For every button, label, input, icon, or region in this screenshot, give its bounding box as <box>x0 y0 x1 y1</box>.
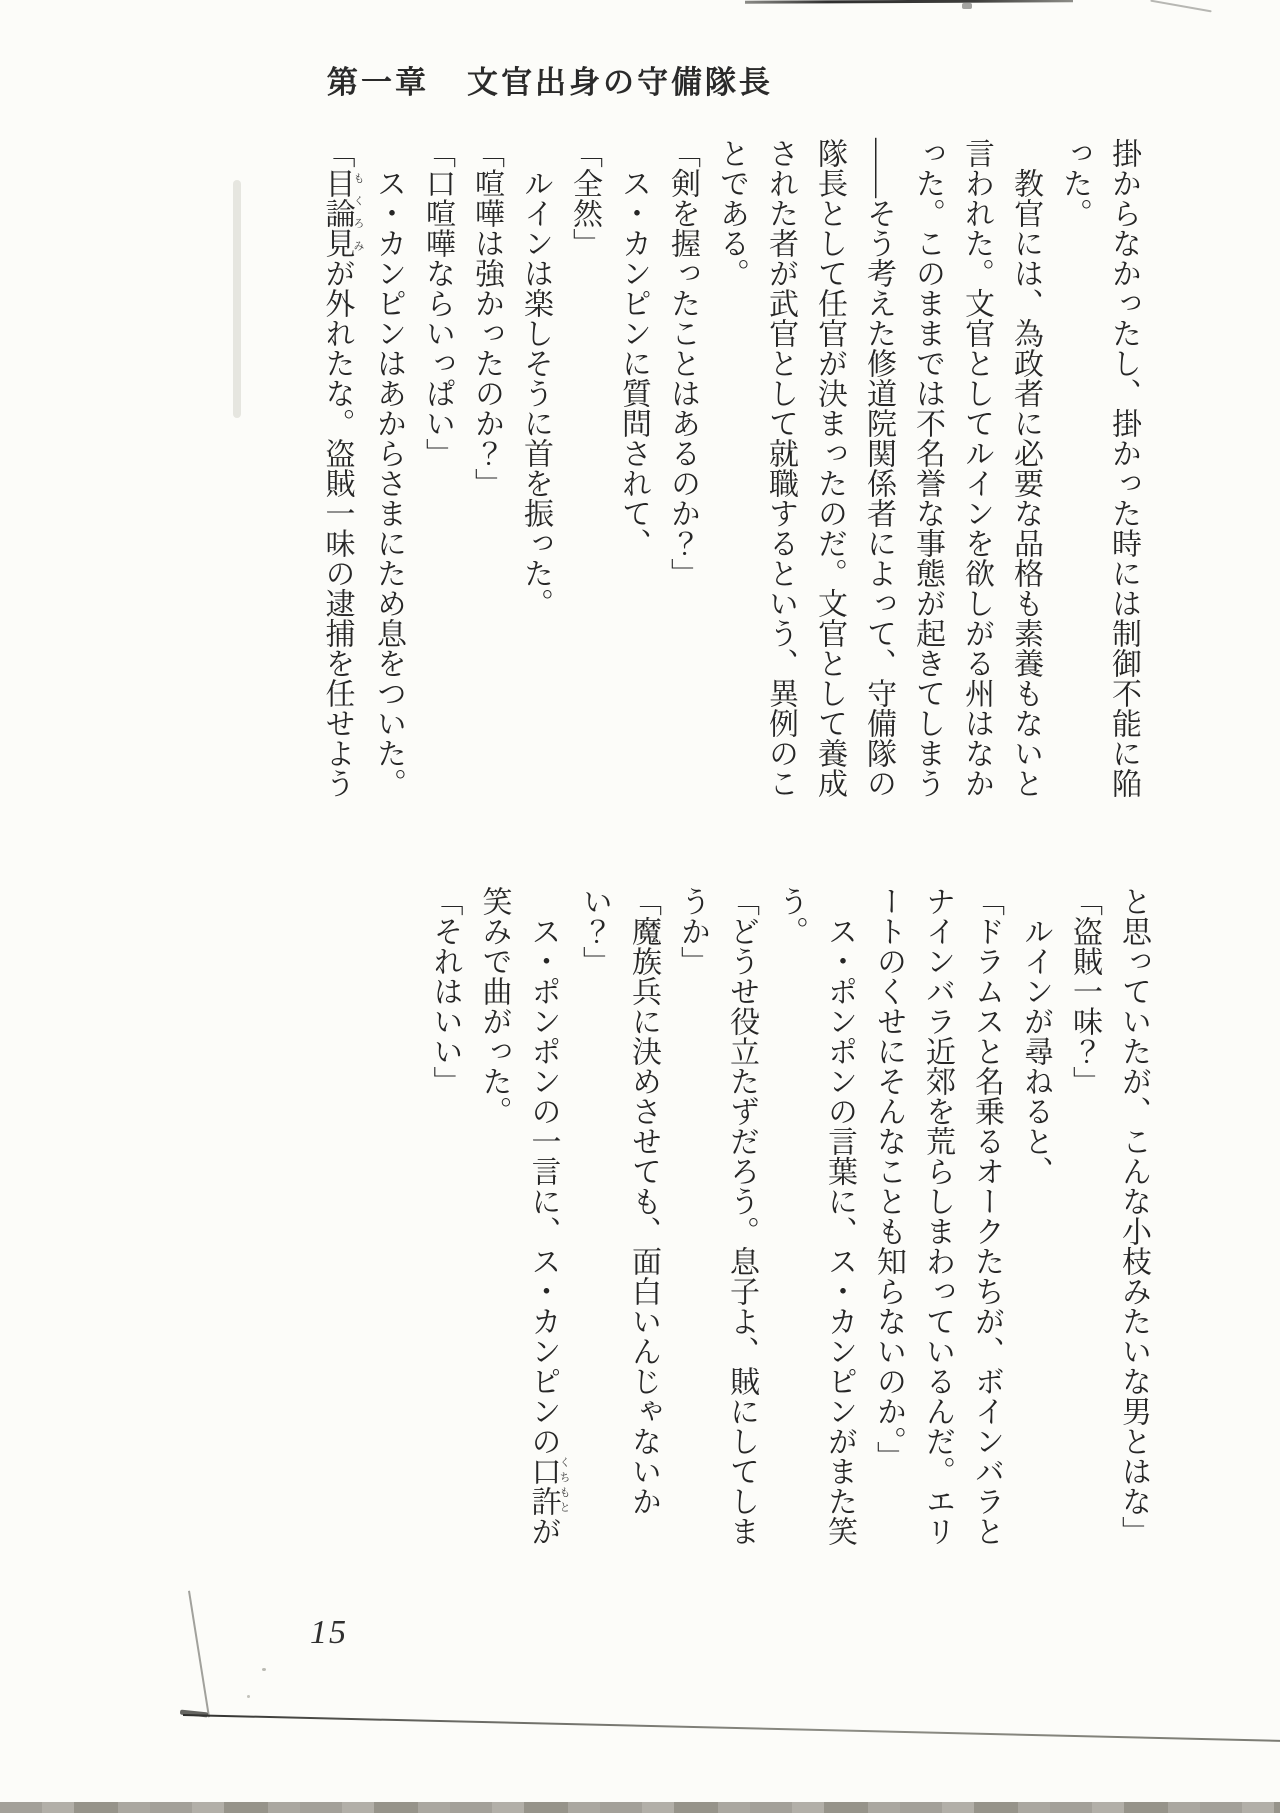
scan-artifact-scanner-band <box>0 1802 1280 1813</box>
text-column: 「剣を握ったことはあるのか？」 <box>666 138 699 588</box>
text-column: うか」 <box>676 886 709 976</box>
scan-artifact-topright-scratch <box>1150 0 1211 12</box>
text-column: った。このままでは不名誉な事態が起きてしまう <box>911 138 944 798</box>
scan-artifact-speck <box>247 1695 250 1698</box>
chapter-heading <box>327 57 773 102</box>
text-column: 「それはいい」 <box>428 886 462 1096</box>
text-block-lower <box>421 886 1159 1586</box>
text-column: ナインバラ近郊を荒らしまわっているんだ。エリ <box>921 886 954 1546</box>
scan-artifact-top-edge-line <box>745 0 1073 4</box>
text-column: 「全然」 <box>568 138 601 258</box>
text-column: 「目論見もくろみが外れたな。盗賊一味の逮捕を任せよう <box>320 138 364 798</box>
text-column: ス・ポンポンの一言に、ス・カンピンの口許くちもとが <box>526 916 570 1546</box>
text-column: 「口喧嘩ならいっぱい」 <box>421 138 454 468</box>
text-column: った。 <box>1058 138 1091 228</box>
text-block-upper <box>313 138 1149 838</box>
text-column: とである。 <box>715 138 748 288</box>
text-column: う。 <box>774 886 807 946</box>
text-column: ス・カンピンに質問されて、 <box>617 168 650 558</box>
chapter-number: 第一章 <box>327 65 429 100</box>
chapter-title: 文官出身の守備隊長 <box>467 65 773 100</box>
text-column: 「魔族兵に決めさせても、面白いんじゃないか <box>627 886 660 1516</box>
text-column: 「盗賊一味？」 <box>1068 886 1101 1096</box>
text-column: ルインは楽しそうに首を振った。 <box>519 168 552 618</box>
text-column: ルインが尋ねると、 <box>1019 916 1052 1186</box>
scan-artifact-top-tick <box>962 3 972 9</box>
text-column: 言われた。文官としてルインを欲しがる州はなか <box>960 138 993 798</box>
text-column: された者が武官として就職するという、異例のこ <box>764 138 797 798</box>
text-column: 笑みで曲がった。 <box>477 886 511 1126</box>
scan-artifact-left-streak <box>233 180 241 418</box>
text-column: ス・カンピンはあからさまにため息をついた。 <box>372 168 405 798</box>
text-column: ス・ポンポンの言葉に、ス・カンピンがまた笑 <box>823 916 856 1546</box>
scan-artifact-page-bottom-edge <box>183 1714 1280 1742</box>
page-number: 15 <box>310 1614 348 1651</box>
text-column: ——そう考えた修道院関係者によって、守備隊の <box>862 138 895 798</box>
text-column: 隊長として任官が決まったのだ。文官として養成 <box>813 138 846 798</box>
text-column: い？」 <box>578 886 611 976</box>
text-column: ートのくせにそんなことも知らないのか。」 <box>872 886 905 1471</box>
scan-artifact-speck <box>262 1668 266 1671</box>
text-column: 「どうせ役立たずだろう。息子よ、賊にしてしま <box>725 886 758 1546</box>
text-column: 教官には、為政者に必要な品格も素養もないと <box>1009 168 1042 798</box>
text-column: と思っていたが、こんな小枝みたいな男とはな」 <box>1117 886 1150 1546</box>
ruby-annotated-word: 口許くちもと <box>526 1456 570 1516</box>
ruby-annotated-word: 目論見もくろみ <box>320 168 364 258</box>
scan-artifact-corner-blob <box>180 1710 208 1718</box>
text-column: 「喧嘩は強かったのか？」 <box>470 138 503 498</box>
text-column: 掛からなかったし、掛かった時には制御不能に陥 <box>1107 138 1140 798</box>
scan-artifact-page-left-edge <box>188 1591 210 1718</box>
text-column: 「ドラムスと名乗るオークたちが、ボインバラと <box>970 886 1003 1546</box>
